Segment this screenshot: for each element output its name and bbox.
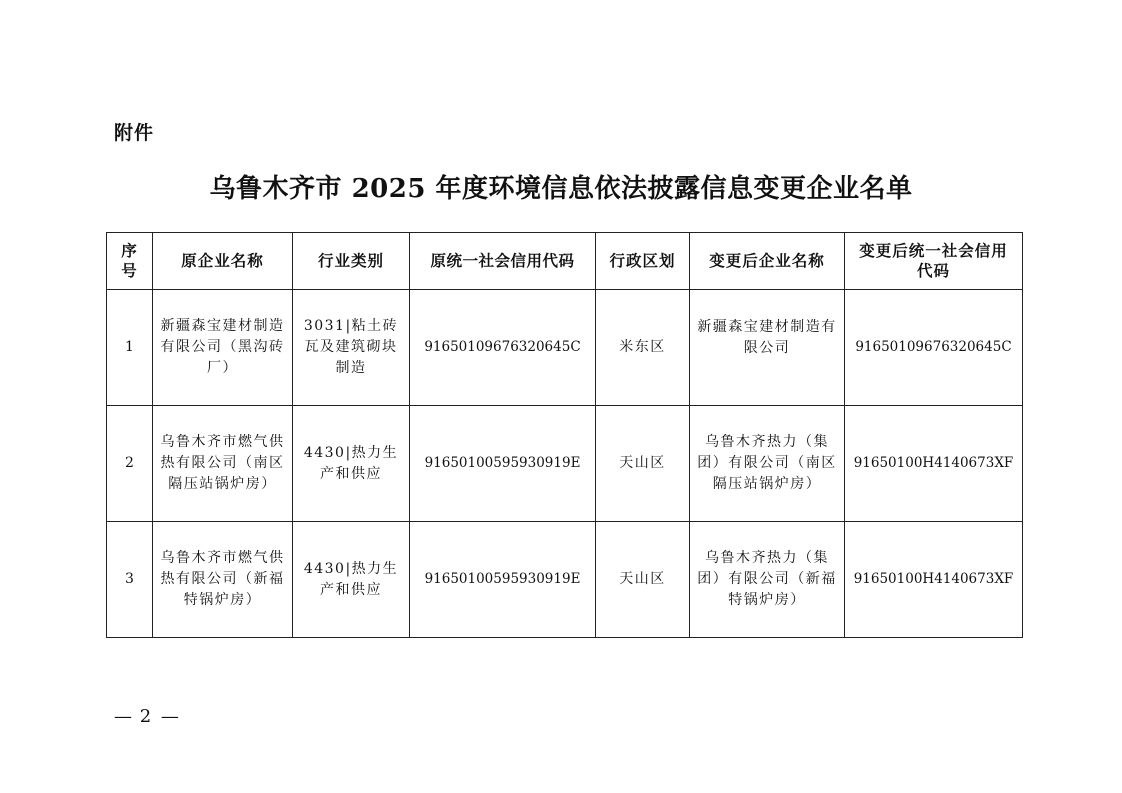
header-orig-code: 原统一社会信用代码 bbox=[410, 233, 596, 290]
table-row bbox=[107, 290, 1023, 406]
footer-dash-left: — bbox=[114, 706, 132, 727]
cell-industry: 3031|粘土砖瓦及建筑砌块制造 bbox=[293, 290, 410, 406]
cell-new-code: 91650100H4140673XF bbox=[845, 406, 1023, 522]
header-new-code: 变更后统一社会信用代码 bbox=[845, 233, 1023, 290]
footer-dash-right: — bbox=[160, 706, 179, 727]
header-district: 行政区划 bbox=[596, 233, 690, 290]
header-new-name: 变更后企业名称 bbox=[690, 233, 845, 290]
cell-seq: 2 bbox=[107, 406, 153, 522]
cell-district: 米东区 bbox=[596, 290, 690, 406]
cell-orig-code: 91650109676320645C bbox=[410, 290, 596, 406]
cell-new-code: 91650100H4140673XF bbox=[845, 522, 1023, 638]
cell-orig-name: 乌鲁木齐市燃气供热有限公司（南区隔压站锅炉房） bbox=[153, 406, 293, 522]
table-row bbox=[107, 522, 1023, 638]
cell-industry: 4430|热力生产和供应 bbox=[293, 522, 410, 638]
page-footer bbox=[114, 706, 179, 727]
header-industry: 行业类别 bbox=[293, 233, 410, 290]
table-row bbox=[107, 406, 1023, 522]
page-title: 乌鲁木齐市 2025 年度环境信息依法披露信息变更企业名单 bbox=[209, 174, 913, 204]
cell-new-code: 91650109676320645C bbox=[845, 290, 1023, 406]
cell-orig-name: 乌鲁木齐市燃气供热有限公司（新福特锅炉房） bbox=[153, 522, 293, 638]
cell-new-name: 新疆森宝建材制造有限公司 bbox=[690, 290, 845, 406]
cell-industry: 4430|热力生产和供应 bbox=[293, 406, 410, 522]
table-header-row bbox=[107, 233, 1023, 290]
cell-new-name: 乌鲁木齐热力（集团）有限公司（新福特锅炉房） bbox=[690, 522, 845, 638]
header-seq: 序号 bbox=[107, 233, 153, 290]
cell-new-name: 乌鲁木齐热力（集团）有限公司（南区隔压站锅炉房） bbox=[690, 406, 845, 522]
cell-district: 天山区 bbox=[596, 406, 690, 522]
cell-orig-code: 91650100595930919E bbox=[410, 522, 596, 638]
cell-orig-code: 91650100595930919E bbox=[410, 406, 596, 522]
cell-district: 天山区 bbox=[596, 522, 690, 638]
cell-seq: 1 bbox=[107, 290, 153, 406]
enterprise-change-table bbox=[106, 232, 1023, 638]
page-number: 2 bbox=[139, 706, 154, 727]
cell-seq: 3 bbox=[107, 522, 153, 638]
cell-orig-name: 新疆森宝建材制造有限公司（黑沟砖厂） bbox=[153, 290, 293, 406]
attachment-label: 附件 bbox=[114, 122, 155, 144]
header-orig-name: 原企业名称 bbox=[153, 233, 293, 290]
